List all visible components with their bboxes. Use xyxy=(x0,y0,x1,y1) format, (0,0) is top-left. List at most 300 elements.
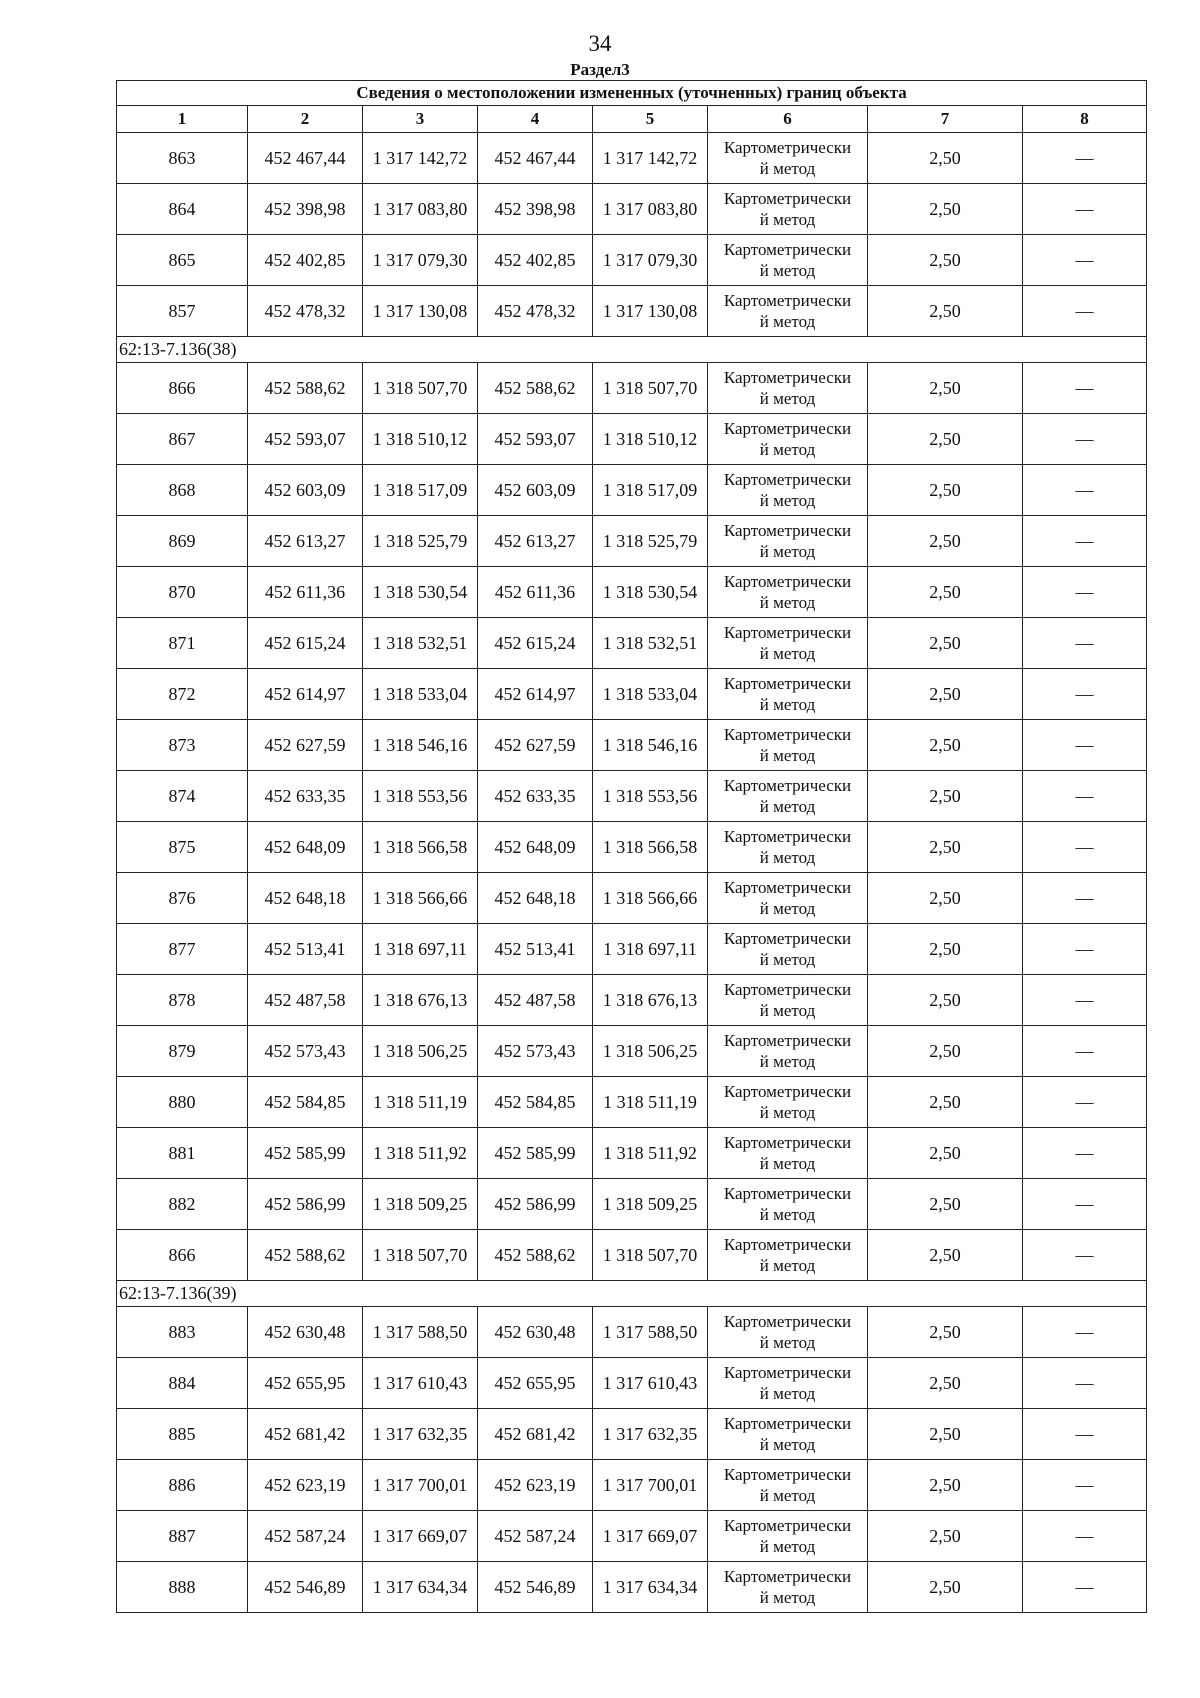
y-existing-cell: 1 317 588,50 xyxy=(363,1307,478,1358)
accuracy-cell: 2,50 xyxy=(868,873,1023,924)
y-new-cell: 1 318 511,92 xyxy=(593,1128,708,1179)
point-number-cell: 888 xyxy=(117,1562,248,1613)
y-existing-cell: 1 318 517,09 xyxy=(363,465,478,516)
point-number-cell: 875 xyxy=(117,822,248,873)
point-number-cell: 863 xyxy=(117,133,248,184)
description-cell: — xyxy=(1023,363,1147,414)
method-cell xyxy=(708,363,868,414)
accuracy-cell: 2,50 xyxy=(868,516,1023,567)
y-existing-cell: 1 317 130,08 xyxy=(363,286,478,337)
point-number-cell: 867 xyxy=(117,414,248,465)
accuracy-cell: 2,50 xyxy=(868,1358,1023,1409)
table-row xyxy=(117,567,1147,618)
method-line: Картометрически xyxy=(723,1031,852,1050)
point-number-cell: 877 xyxy=(117,924,248,975)
method-cell xyxy=(708,516,868,567)
x-existing-cell: 452 487,58 xyxy=(248,975,363,1026)
column-number: 7 xyxy=(868,106,1023,133)
method-line: Картометрически xyxy=(723,1567,852,1586)
x-new-cell: 452 655,95 xyxy=(478,1358,593,1409)
table-row xyxy=(117,1511,1147,1562)
method-cell xyxy=(708,873,868,924)
x-existing-cell: 452 633,35 xyxy=(248,771,363,822)
description-cell: — xyxy=(1023,669,1147,720)
description-cell: — xyxy=(1023,1077,1147,1128)
x-existing-cell: 452 648,18 xyxy=(248,873,363,924)
method-cell xyxy=(708,1307,868,1358)
x-existing-cell: 452 613,27 xyxy=(248,516,363,567)
column-number-row xyxy=(117,106,1147,133)
point-number-cell: 857 xyxy=(117,286,248,337)
x-new-cell: 452 614,97 xyxy=(478,669,593,720)
accuracy-cell: 2,50 xyxy=(868,286,1023,337)
accuracy-cell: 2,50 xyxy=(868,822,1023,873)
method-line: й метод xyxy=(759,746,816,765)
x-existing-cell: 452 467,44 xyxy=(248,133,363,184)
method-line: й метод xyxy=(759,1333,816,1352)
table-caption: Сведения о местоположении измененных (уточненных) границ объекта xyxy=(117,81,1147,106)
x-new-cell: 452 588,62 xyxy=(478,1230,593,1281)
description-cell: — xyxy=(1023,924,1147,975)
accuracy-cell: 2,50 xyxy=(868,1511,1023,1562)
x-existing-cell: 452 623,19 xyxy=(248,1460,363,1511)
x-existing-cell: 452 586,99 xyxy=(248,1179,363,1230)
x-existing-cell: 452 615,24 xyxy=(248,618,363,669)
point-number-cell: 866 xyxy=(117,1230,248,1281)
description-cell: — xyxy=(1023,720,1147,771)
y-new-cell: 1 317 700,01 xyxy=(593,1460,708,1511)
method-line: й метод xyxy=(759,389,816,408)
description-cell: — xyxy=(1023,618,1147,669)
y-existing-cell: 1 317 610,43 xyxy=(363,1358,478,1409)
y-new-cell: 1 317 632,35 xyxy=(593,1409,708,1460)
table-row xyxy=(117,1562,1147,1613)
method-line: Картометрически xyxy=(723,725,852,744)
method-cell xyxy=(708,1128,868,1179)
accuracy-cell: 2,50 xyxy=(868,363,1023,414)
table-row xyxy=(117,669,1147,720)
accuracy-cell: 2,50 xyxy=(868,1077,1023,1128)
x-existing-cell: 452 402,85 xyxy=(248,235,363,286)
y-existing-cell: 1 317 083,80 xyxy=(363,184,478,235)
x-new-cell: 452 630,48 xyxy=(478,1307,593,1358)
method-line: й метод xyxy=(759,695,816,714)
y-new-cell: 1 318 509,25 xyxy=(593,1179,708,1230)
x-new-cell: 452 611,36 xyxy=(478,567,593,618)
point-number-cell: 866 xyxy=(117,363,248,414)
description-cell: — xyxy=(1023,1511,1147,1562)
method-line: Картометрически xyxy=(723,240,852,259)
method-cell xyxy=(708,184,868,235)
parcel-group-row xyxy=(117,1281,1147,1307)
y-new-cell: 1 317 142,72 xyxy=(593,133,708,184)
y-new-cell: 1 318 525,79 xyxy=(593,516,708,567)
x-existing-cell: 452 478,32 xyxy=(248,286,363,337)
y-new-cell: 1 317 083,80 xyxy=(593,184,708,235)
method-line: Картометрически xyxy=(723,827,852,846)
y-new-cell: 1 318 553,56 xyxy=(593,771,708,822)
point-number-cell: 864 xyxy=(117,184,248,235)
table-row xyxy=(117,414,1147,465)
table-row xyxy=(117,235,1147,286)
accuracy-cell: 2,50 xyxy=(868,975,1023,1026)
table-row xyxy=(117,618,1147,669)
point-number-cell: 880 xyxy=(117,1077,248,1128)
x-new-cell: 452 487,58 xyxy=(478,975,593,1026)
accuracy-cell: 2,50 xyxy=(868,235,1023,286)
x-new-cell: 452 648,18 xyxy=(478,873,593,924)
table-row xyxy=(117,1026,1147,1077)
x-existing-cell: 452 655,95 xyxy=(248,1358,363,1409)
table-row xyxy=(117,975,1147,1026)
y-existing-cell: 1 317 142,72 xyxy=(363,133,478,184)
description-cell: — xyxy=(1023,184,1147,235)
method-cell xyxy=(708,618,868,669)
x-new-cell: 452 648,09 xyxy=(478,822,593,873)
y-new-cell: 1 317 669,07 xyxy=(593,1511,708,1562)
x-existing-cell: 452 584,85 xyxy=(248,1077,363,1128)
method-cell xyxy=(708,1077,868,1128)
accuracy-cell: 2,50 xyxy=(868,1307,1023,1358)
description-cell: — xyxy=(1023,822,1147,873)
table-row xyxy=(117,1077,1147,1128)
point-number-cell: 865 xyxy=(117,235,248,286)
method-line: й метод xyxy=(759,1537,816,1556)
y-new-cell: 1 318 511,19 xyxy=(593,1077,708,1128)
x-existing-cell: 452 603,09 xyxy=(248,465,363,516)
accuracy-cell: 2,50 xyxy=(868,771,1023,822)
x-new-cell: 452 402,85 xyxy=(478,235,593,286)
accuracy-cell: 2,50 xyxy=(868,1179,1023,1230)
accuracy-cell: 2,50 xyxy=(868,1460,1023,1511)
y-new-cell: 1 317 079,30 xyxy=(593,235,708,286)
y-new-cell: 1 318 507,70 xyxy=(593,363,708,414)
method-cell xyxy=(708,1562,868,1613)
x-existing-cell: 452 627,59 xyxy=(248,720,363,771)
method-line: й метод xyxy=(759,1384,816,1403)
column-number: 2 xyxy=(248,106,363,133)
method-line: й метод xyxy=(759,542,816,561)
method-line: й метод xyxy=(759,1435,816,1454)
method-cell xyxy=(708,1026,868,1077)
method-line: й метод xyxy=(759,1103,816,1122)
x-new-cell: 452 513,41 xyxy=(478,924,593,975)
description-cell: — xyxy=(1023,873,1147,924)
method-line: й метод xyxy=(759,899,816,918)
point-number-cell: 871 xyxy=(117,618,248,669)
method-line: Картометрически xyxy=(723,368,852,387)
y-existing-cell: 1 318 509,25 xyxy=(363,1179,478,1230)
y-new-cell: 1 318 507,70 xyxy=(593,1230,708,1281)
accuracy-cell: 2,50 xyxy=(868,669,1023,720)
table-row xyxy=(117,1179,1147,1230)
table-caption-row xyxy=(117,81,1147,106)
table-row xyxy=(117,465,1147,516)
method-line: Картометрически xyxy=(723,1516,852,1535)
x-new-cell: 452 627,59 xyxy=(478,720,593,771)
y-existing-cell: 1 318 506,25 xyxy=(363,1026,478,1077)
x-existing-cell: 452 630,48 xyxy=(248,1307,363,1358)
x-new-cell: 452 586,99 xyxy=(478,1179,593,1230)
table-row xyxy=(117,720,1147,771)
method-line: Картометрически xyxy=(723,1235,852,1254)
method-line: й метод xyxy=(759,210,816,229)
x-existing-cell: 452 614,97 xyxy=(248,669,363,720)
x-existing-cell: 452 648,09 xyxy=(248,822,363,873)
y-existing-cell: 1 318 525,79 xyxy=(363,516,478,567)
description-cell: — xyxy=(1023,1128,1147,1179)
y-new-cell: 1 318 566,58 xyxy=(593,822,708,873)
method-line: Картометрически xyxy=(723,878,852,897)
point-number-cell: 881 xyxy=(117,1128,248,1179)
point-number-cell: 885 xyxy=(117,1409,248,1460)
x-new-cell: 452 613,27 xyxy=(478,516,593,567)
description-cell: — xyxy=(1023,516,1147,567)
description-cell: — xyxy=(1023,567,1147,618)
method-line: Картометрически xyxy=(723,776,852,795)
method-line: й метод xyxy=(759,848,816,867)
method-line: Картометрически xyxy=(723,572,852,591)
method-cell xyxy=(708,567,868,618)
accuracy-cell: 2,50 xyxy=(868,465,1023,516)
description-cell: — xyxy=(1023,771,1147,822)
y-existing-cell: 1 318 511,92 xyxy=(363,1128,478,1179)
method-line: Картометрически xyxy=(723,291,852,310)
y-existing-cell: 1 318 507,70 xyxy=(363,363,478,414)
table-row xyxy=(117,363,1147,414)
method-line: Картометрически xyxy=(723,138,852,157)
y-new-cell: 1 317 610,43 xyxy=(593,1358,708,1409)
y-existing-cell: 1 318 566,66 xyxy=(363,873,478,924)
point-number-cell: 887 xyxy=(117,1511,248,1562)
method-line: Картометрически xyxy=(723,189,852,208)
x-existing-cell: 452 593,07 xyxy=(248,414,363,465)
x-new-cell: 452 623,19 xyxy=(478,1460,593,1511)
parcel-group-label: 62:13-7.136(39) xyxy=(117,1281,1147,1307)
description-cell: — xyxy=(1023,1460,1147,1511)
y-new-cell: 1 318 697,11 xyxy=(593,924,708,975)
method-line: й метод xyxy=(759,1256,816,1275)
method-line: Картометрически xyxy=(723,521,852,540)
method-line: й метод xyxy=(759,312,816,331)
description-cell: — xyxy=(1023,1026,1147,1077)
accuracy-cell: 2,50 xyxy=(868,1128,1023,1179)
y-new-cell: 1 318 532,51 xyxy=(593,618,708,669)
method-line: Картометрически xyxy=(723,470,852,489)
x-new-cell: 452 587,24 xyxy=(478,1511,593,1562)
column-number: 3 xyxy=(363,106,478,133)
method-line: й метод xyxy=(759,797,816,816)
table-row xyxy=(117,1460,1147,1511)
y-new-cell: 1 317 130,08 xyxy=(593,286,708,337)
description-cell: — xyxy=(1023,1179,1147,1230)
x-new-cell: 452 478,32 xyxy=(478,286,593,337)
y-existing-cell: 1 318 507,70 xyxy=(363,1230,478,1281)
method-cell xyxy=(708,1179,868,1230)
method-cell xyxy=(708,286,868,337)
y-existing-cell: 1 318 546,16 xyxy=(363,720,478,771)
column-number: 8 xyxy=(1023,106,1147,133)
method-line: й метод xyxy=(759,950,816,969)
y-new-cell: 1 317 634,34 xyxy=(593,1562,708,1613)
x-new-cell: 452 593,07 xyxy=(478,414,593,465)
method-cell xyxy=(708,1409,868,1460)
table-row xyxy=(117,1307,1147,1358)
accuracy-cell: 2,50 xyxy=(868,567,1023,618)
point-number-cell: 884 xyxy=(117,1358,248,1409)
point-number-cell: 878 xyxy=(117,975,248,1026)
point-number-cell: 873 xyxy=(117,720,248,771)
accuracy-cell: 2,50 xyxy=(868,618,1023,669)
point-number-cell: 874 xyxy=(117,771,248,822)
y-new-cell: 1 318 566,66 xyxy=(593,873,708,924)
x-new-cell: 452 585,99 xyxy=(478,1128,593,1179)
table-row xyxy=(117,771,1147,822)
point-number-cell: 868 xyxy=(117,465,248,516)
y-new-cell: 1 318 530,54 xyxy=(593,567,708,618)
table-row xyxy=(117,1409,1147,1460)
y-new-cell: 1 318 676,13 xyxy=(593,975,708,1026)
table-row xyxy=(117,1358,1147,1409)
x-existing-cell: 452 585,99 xyxy=(248,1128,363,1179)
method-line: Картометрически xyxy=(723,1312,852,1331)
x-new-cell: 452 573,43 xyxy=(478,1026,593,1077)
x-new-cell: 452 681,42 xyxy=(478,1409,593,1460)
accuracy-cell: 2,50 xyxy=(868,924,1023,975)
table-row xyxy=(117,822,1147,873)
accuracy-cell: 2,50 xyxy=(868,133,1023,184)
x-new-cell: 452 633,35 xyxy=(478,771,593,822)
method-line: й метод xyxy=(759,1052,816,1071)
x-existing-cell: 452 587,24 xyxy=(248,1511,363,1562)
point-number-cell: 869 xyxy=(117,516,248,567)
method-cell xyxy=(708,669,868,720)
y-existing-cell: 1 317 632,35 xyxy=(363,1409,478,1460)
table-row xyxy=(117,873,1147,924)
method-line: Картометрически xyxy=(723,674,852,693)
description-cell: — xyxy=(1023,286,1147,337)
x-existing-cell: 452 546,89 xyxy=(248,1562,363,1613)
x-new-cell: 452 603,09 xyxy=(478,465,593,516)
description-cell: — xyxy=(1023,1358,1147,1409)
y-existing-cell: 1 318 533,04 xyxy=(363,669,478,720)
y-existing-cell: 1 317 079,30 xyxy=(363,235,478,286)
method-cell xyxy=(708,414,868,465)
method-line: й метод xyxy=(759,1588,816,1607)
column-number: 6 xyxy=(708,106,868,133)
method-line: Картометрически xyxy=(723,929,852,948)
y-existing-cell: 1 318 511,19 xyxy=(363,1077,478,1128)
accuracy-cell: 2,50 xyxy=(868,1230,1023,1281)
method-cell xyxy=(708,720,868,771)
x-existing-cell: 452 588,62 xyxy=(248,1230,363,1281)
y-existing-cell: 1 317 634,34 xyxy=(363,1562,478,1613)
y-new-cell: 1 317 588,50 xyxy=(593,1307,708,1358)
x-existing-cell: 452 588,62 xyxy=(248,363,363,414)
x-existing-cell: 452 573,43 xyxy=(248,1026,363,1077)
method-line: й метод xyxy=(759,1205,816,1224)
accuracy-cell: 2,50 xyxy=(868,184,1023,235)
method-line: й метод xyxy=(759,440,816,459)
column-number: 4 xyxy=(478,106,593,133)
description-cell: — xyxy=(1023,1562,1147,1613)
method-cell xyxy=(708,1358,868,1409)
x-new-cell: 452 584,85 xyxy=(478,1077,593,1128)
description-cell: — xyxy=(1023,414,1147,465)
accuracy-cell: 2,50 xyxy=(868,1562,1023,1613)
x-existing-cell: 452 513,41 xyxy=(248,924,363,975)
method-line: Картометрически xyxy=(723,1184,852,1203)
column-number: 5 xyxy=(593,106,708,133)
method-cell xyxy=(708,1230,868,1281)
description-cell: — xyxy=(1023,1230,1147,1281)
method-line: й метод xyxy=(759,1154,816,1173)
description-cell: — xyxy=(1023,235,1147,286)
description-cell: — xyxy=(1023,133,1147,184)
section-title: Раздел3 xyxy=(570,60,630,79)
y-new-cell: 1 318 517,09 xyxy=(593,465,708,516)
x-new-cell: 452 615,24 xyxy=(478,618,593,669)
table-row xyxy=(117,133,1147,184)
point-number-cell: 882 xyxy=(117,1179,248,1230)
method-cell xyxy=(708,465,868,516)
method-cell xyxy=(708,235,868,286)
y-existing-cell: 1 318 510,12 xyxy=(363,414,478,465)
point-number-cell: 876 xyxy=(117,873,248,924)
point-number-cell: 870 xyxy=(117,567,248,618)
column-number: 1 xyxy=(117,106,248,133)
y-new-cell: 1 318 546,16 xyxy=(593,720,708,771)
description-cell: — xyxy=(1023,1409,1147,1460)
method-line: й метод xyxy=(759,1001,816,1020)
table-row xyxy=(117,924,1147,975)
y-existing-cell: 1 317 669,07 xyxy=(363,1511,478,1562)
method-cell xyxy=(708,771,868,822)
y-existing-cell: 1 317 700,01 xyxy=(363,1460,478,1511)
boundary-coordinates-table xyxy=(116,80,1147,1613)
method-line: Картометрически xyxy=(723,1363,852,1382)
method-line: Картометрически xyxy=(723,1082,852,1101)
method-line: Картометрически xyxy=(723,419,852,438)
y-new-cell: 1 318 533,04 xyxy=(593,669,708,720)
x-new-cell: 452 546,89 xyxy=(478,1562,593,1613)
y-new-cell: 1 318 506,25 xyxy=(593,1026,708,1077)
parcel-group-row xyxy=(117,337,1147,363)
accuracy-cell: 2,50 xyxy=(868,1026,1023,1077)
table-row xyxy=(117,1128,1147,1179)
y-existing-cell: 1 318 530,54 xyxy=(363,567,478,618)
method-line: й метод xyxy=(759,593,816,612)
accuracy-cell: 2,50 xyxy=(868,720,1023,771)
point-number-cell: 886 xyxy=(117,1460,248,1511)
accuracy-cell: 2,50 xyxy=(868,1409,1023,1460)
x-existing-cell: 452 611,36 xyxy=(248,567,363,618)
y-existing-cell: 1 318 697,11 xyxy=(363,924,478,975)
x-existing-cell: 452 681,42 xyxy=(248,1409,363,1460)
method-cell xyxy=(708,975,868,1026)
point-number-cell: 883 xyxy=(117,1307,248,1358)
method-line: Картометрически xyxy=(723,980,852,999)
method-line: й метод xyxy=(759,261,816,280)
table-row xyxy=(117,516,1147,567)
x-existing-cell: 452 398,98 xyxy=(248,184,363,235)
method-line: й метод xyxy=(759,644,816,663)
table-row xyxy=(117,1230,1147,1281)
method-cell xyxy=(708,822,868,873)
page-number: 34 xyxy=(588,31,612,56)
method-cell xyxy=(708,1511,868,1562)
method-line: й метод xyxy=(759,491,816,510)
